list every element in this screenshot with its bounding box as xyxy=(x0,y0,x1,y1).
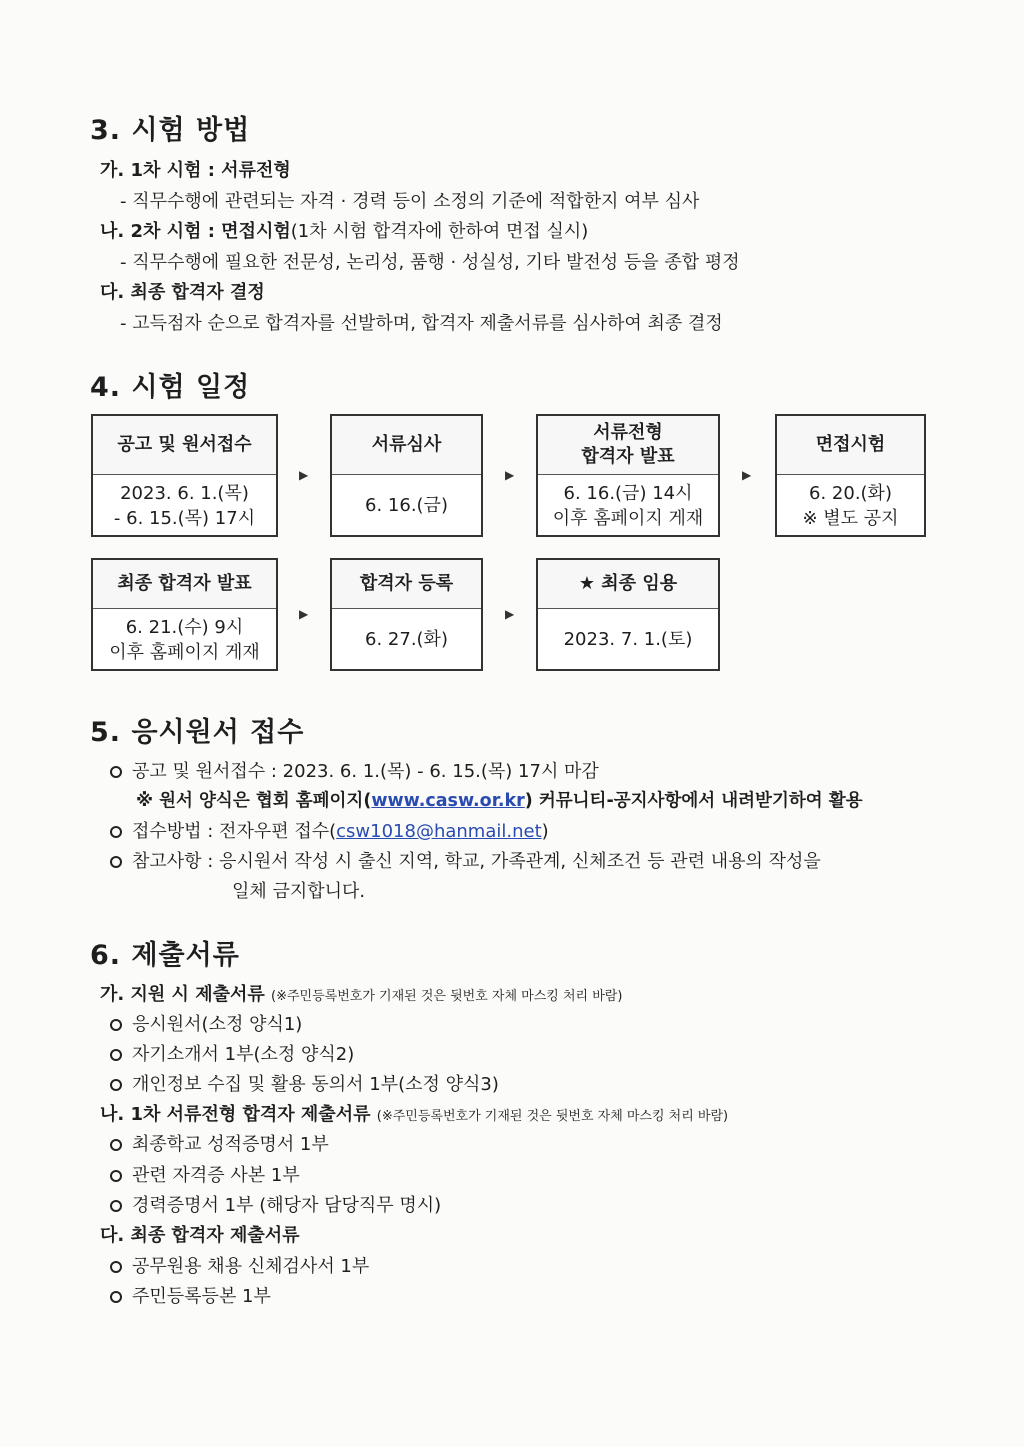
arrow-3: ▶ xyxy=(742,468,752,482)
s5-l4-text: 참고사항 : 응시원서 작성 시 출신 지역, 학교, 가족관계, 신체조건 등 관련 내용의 작성을 xyxy=(132,851,821,872)
step-6-body1: 6. 27.(화) xyxy=(365,629,448,650)
step-2-body1: 6. 16.(금) xyxy=(365,495,448,516)
s6-a-item-3-text: 개인정보 수집 및 활용 동의서 1부(소정 양식3) xyxy=(132,1074,499,1095)
step-4-body1: 6. 20.(화) xyxy=(809,482,892,504)
step-3-body2: 이후 홈페이지 게재 xyxy=(552,507,704,529)
section-4-title: 4. 시험 일정 xyxy=(90,372,251,403)
s3-c-desc: - 고득점자 순으로 합격자를 선발하며, 합격자 제출서류를 심사하여 최종 결정 xyxy=(120,313,723,334)
step-7-head: ★ 최종 임용 xyxy=(538,560,718,609)
s6-b-item-2 xyxy=(110,1161,300,1187)
s6-a-item-3 xyxy=(110,1070,499,1096)
s6-b-item-3-text: 경력증명서 1부 (해당자 담당직무 명시) xyxy=(132,1195,442,1216)
s6-b-item-3 xyxy=(110,1191,441,1217)
schedule-step-4 xyxy=(775,414,926,537)
s6-b-title: 나. 1차 서류전형 합격자 제출서류 xyxy=(100,1104,371,1125)
s6-b-item-2-text: 관련 자격증 사본 1부 xyxy=(132,1165,300,1186)
step-2-head: 서류심사 xyxy=(332,416,481,475)
step-3-head2: 합격자 발표 xyxy=(581,446,675,467)
schedule-step-7 xyxy=(536,558,720,671)
step-5-head: 최종 합격자 발표 xyxy=(93,560,276,609)
bullet-icon xyxy=(110,826,122,838)
casw-homepage-link[interactable]: www.casw.or.kr xyxy=(371,791,525,811)
s6-c-item-2-text: 주민등록등본 1부 xyxy=(132,1286,271,1307)
bullet-icon xyxy=(110,1170,122,1182)
step-3-body1: 6. 16.(금) 14시 xyxy=(563,482,693,504)
s6-a-line xyxy=(100,980,622,1006)
section-5-title: 5. 응시원서 접수 xyxy=(90,717,305,748)
s5-line-4 xyxy=(110,847,821,873)
s3-b-title: 나. 2차 시험 : 면접시험 xyxy=(100,221,291,242)
bullet-icon xyxy=(110,1261,122,1273)
bullet-icon xyxy=(110,1139,122,1151)
s5-line-4b: 일체 금지합니다. xyxy=(232,881,366,902)
s5-line-1 xyxy=(110,757,599,783)
s6-c-title: 다. 최종 합격자 제출서류 xyxy=(100,1225,300,1246)
s6-a-title: 가. 지원 시 제출서류 xyxy=(100,984,265,1005)
s6-a-item-2-text: 자기소개서 1부(소정 양식2) xyxy=(132,1044,355,1065)
s3-a-title: 가. 1차 시험 : 서류전형 xyxy=(100,160,291,181)
step-1-body1: 2023. 6. 1.(목) xyxy=(120,482,249,504)
arrow-5: ▶ xyxy=(505,607,515,621)
email-link[interactable]: csw1018@hanmail.net xyxy=(336,821,542,842)
step-3-head: 서류전형 xyxy=(593,422,663,443)
s3-b-line xyxy=(100,217,588,243)
schedule-step-5 xyxy=(91,558,278,671)
s6-b-item-1-text: 최종학교 성적증명서 1부 xyxy=(132,1134,329,1155)
step-7-body1: 2023. 7. 1.(토) xyxy=(563,629,693,650)
s5-l1-text: 공고 및 원서접수 : 2023. 6. 1.(목) - 6. 15.(목) 17시 마감 xyxy=(132,761,599,782)
s3-b-note: (1차 시험 합격자에 한하여 면접 실시) xyxy=(290,221,589,242)
bullet-icon xyxy=(110,766,122,778)
s5-l3-post: ) xyxy=(541,821,549,842)
schedule-step-2 xyxy=(330,414,483,537)
s5-line-3 xyxy=(110,817,549,843)
s5-l3-pre: 접수방법 : 전자우편 접수( xyxy=(132,821,337,842)
s3-a-desc: - 직무수행에 관련되는 자격 · 경력 등이 소정의 기준에 적합한지 여부 심사 xyxy=(120,191,700,212)
step-5-body2: 이후 홈페이지 게재 xyxy=(109,641,260,663)
bullet-icon xyxy=(110,1200,122,1212)
s6-a-note: (※주민등록번호가 기재된 것은 뒷번호 자체 마스킹 처리 바람) xyxy=(271,989,623,1004)
schedule-step-1 xyxy=(91,414,278,537)
arrow-4: ▶ xyxy=(299,607,309,621)
s6-b-item-1 xyxy=(110,1130,329,1156)
step-1-body2: - 6. 15.(목) 17시 xyxy=(113,507,256,529)
section-3-title: 3. 시험 방법 xyxy=(90,115,251,146)
step-1-head: 공고 및 원서접수 xyxy=(93,416,276,475)
section-6-title: 6. 제출서류 xyxy=(90,940,240,971)
bullet-icon xyxy=(110,856,122,868)
schedule-step-6 xyxy=(330,558,483,671)
s6-c-item-1 xyxy=(110,1252,369,1278)
step-4-body2: ※ 별도 공지 xyxy=(802,507,899,529)
s5-l2-post: ) 커뮤니티-공지사항에서 내려받기하여 활용 xyxy=(524,791,863,811)
s6-b-note: (※주민등록번호가 기재된 것은 뒷번호 자체 마스킹 처리 바람) xyxy=(376,1109,729,1124)
s5-l2-pre: ※ 원서 양식은 협회 홈페이지( xyxy=(136,791,372,811)
s6-a-item-1 xyxy=(110,1010,302,1036)
s6-a-item-1-text: 응시원서(소정 양식1) xyxy=(132,1014,303,1035)
schedule-step-3 xyxy=(536,414,720,537)
bullet-icon xyxy=(110,1079,122,1091)
s6-b-line xyxy=(100,1100,728,1126)
arrow-1: ▶ xyxy=(299,468,309,482)
bullet-icon xyxy=(110,1019,122,1031)
s6-c-item-1-text: 공무원용 채용 신체검사서 1부 xyxy=(132,1256,370,1277)
step-4-head: 면접시험 xyxy=(777,416,924,475)
bullet-icon xyxy=(110,1049,122,1061)
s6-a-item-2 xyxy=(110,1040,354,1066)
s6-c-item-2 xyxy=(110,1282,271,1308)
s5-line-2 xyxy=(136,787,863,812)
step-6-head: 합격자 등록 xyxy=(332,560,481,609)
bullet-icon xyxy=(110,1291,122,1303)
s3-c-title: 다. 최종 합격자 결정 xyxy=(100,282,265,303)
arrow-2: ▶ xyxy=(505,468,515,482)
step-5-body1: 6. 21.(수) 9시 xyxy=(125,616,244,638)
s3-b-desc: - 직무수행에 필요한 전문성, 논리성, 품행 · 성실성, 기타 발전성 등을 종합 평정 xyxy=(120,252,740,273)
